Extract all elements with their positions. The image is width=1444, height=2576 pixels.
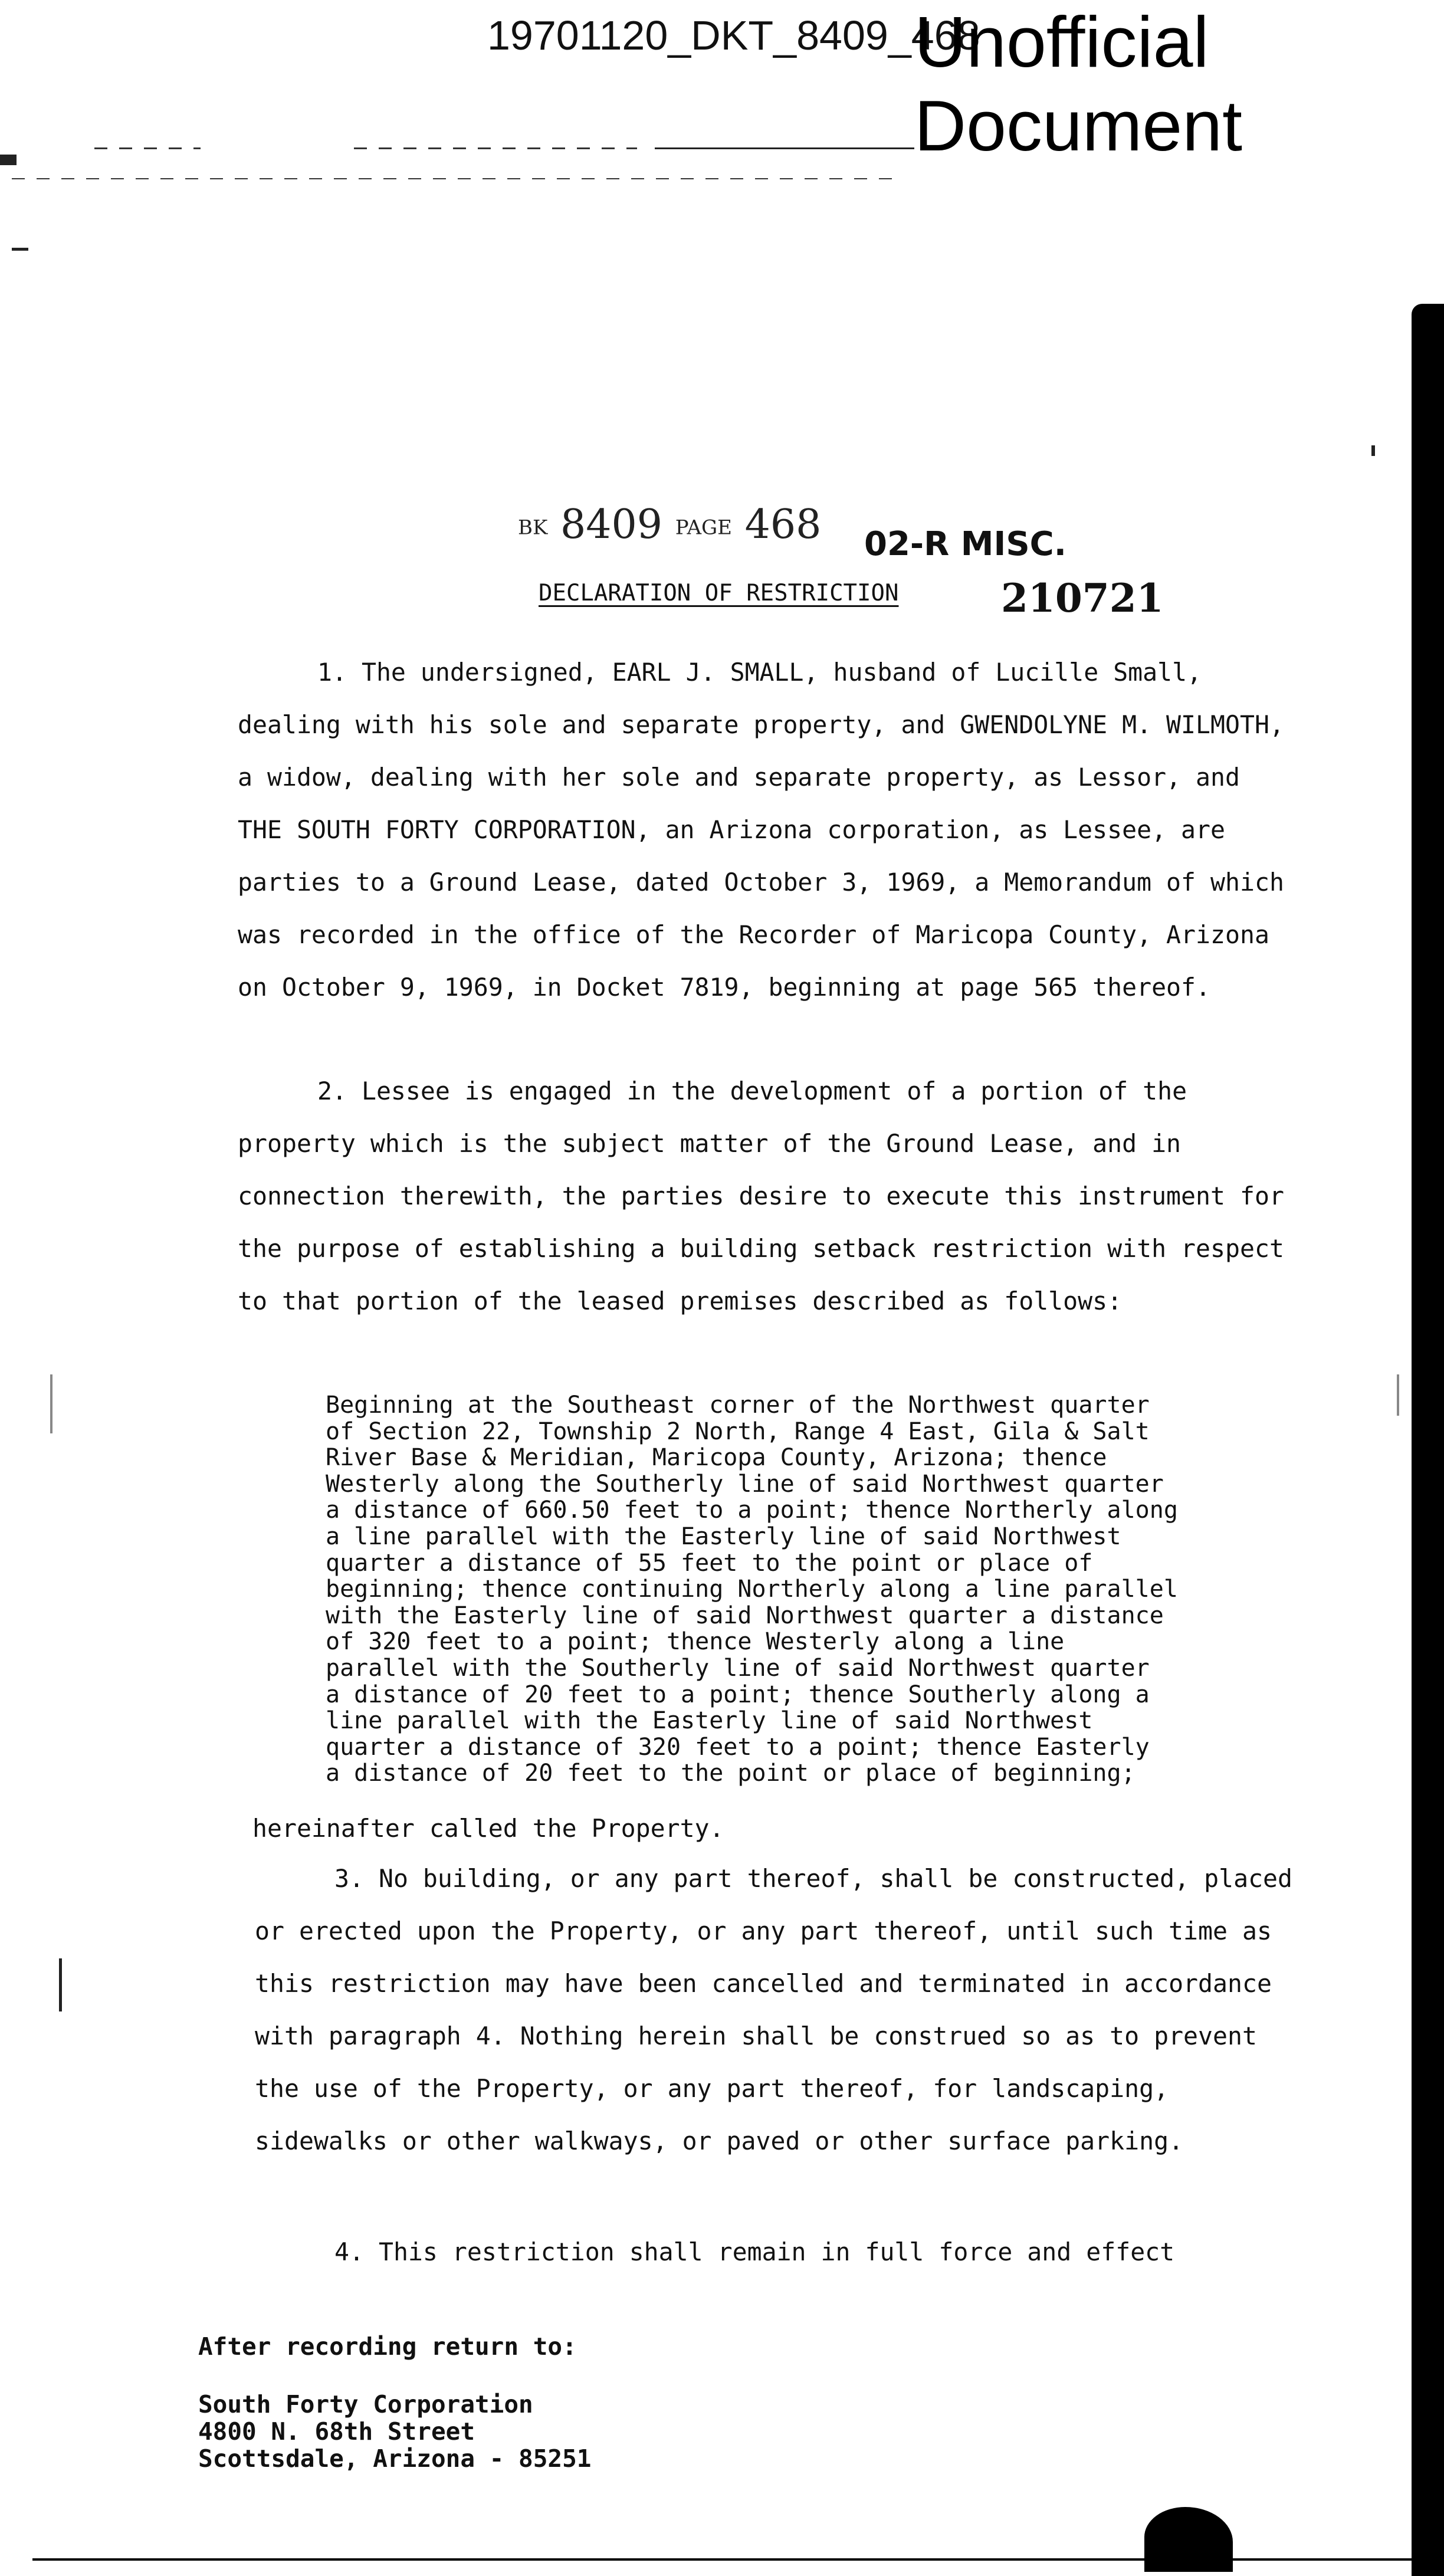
misc-recording-stamp: 02-R MISC. [864, 525, 1067, 563]
paragraph-2: 2. Lessee is engaged in the development of a portion of the property which is the subject matter of the Ground Lease, and in connection therewith, the parties desire to execute this instrument for the purpose of establishing a building setback restriction with respect to that portion of the leased premises described as follows: [238, 1077, 1284, 1315]
page-number: 468 [744, 501, 822, 548]
book-page-stamp [518, 501, 821, 548]
scan-mark [50, 1374, 52, 1433]
return-address-block [198, 2333, 591, 2472]
page-edge-shadow [1412, 304, 1444, 2576]
scan-dash-row [94, 147, 201, 149]
book-number: 8409 [560, 501, 663, 548]
record-number-stamp: 210721 [1001, 575, 1164, 621]
return-label: After recording return to: [198, 2332, 577, 2361]
hereinafter-line: hereinafter called the Property. [252, 1814, 724, 1843]
scan-mark [59, 1958, 62, 2011]
watermark-line-2: Document [914, 86, 1243, 166]
paragraph-4: 4. This restriction shall remain in full force and effect [334, 2237, 1175, 2266]
book-label: BK [518, 516, 548, 540]
document-id-stamp: 19701120_DKT_8409_468 [487, 12, 980, 58]
scan-mark [0, 155, 17, 165]
scan-dash-row [354, 147, 637, 149]
unofficial-document-watermark [914, 0, 1242, 168]
stamp-underline [655, 147, 914, 149]
watermark-line-1: Unofficial [914, 2, 1209, 82]
scan-dash-row [12, 178, 897, 179]
paragraph-1: 1. The undersigned, EARL J. SMALL, husband of Lucille Small, dealing with his sole and separate property, and GWENDOLYNE M. WILMOTH, a widow, dealing with her sole and separate property, as Lessor, and THE SOUTH FORTY CORPORATION, an Arizona corporation, as Lessee, are parties to a Ground Lease, dated October 3, 1969, a Memorandum of which was recorded in the office of the Recorder of Maricopa County, Arizona on October 9, 1969, in Docket 7819, beginning at page 565 thereof. [238, 658, 1284, 1002]
scan-mark [1397, 1374, 1399, 1416]
scan-mark [1371, 445, 1375, 456]
document-title: DECLARATION OF RESTRICTION [539, 580, 899, 606]
return-city: Scottsdale, Arizona - 85251 [198, 2444, 592, 2473]
scan-blot [1144, 2507, 1233, 2572]
legal-description: Beginning at the Southeast corner of the Northwest quarter of Section 22, Township 2 North, Range 4 East, Gila & Salt River Base & Meridian, Maricopa County, Arizona; thence Westerly along the Southerly line of said Northwest quarter a distance of 660.50 feet to a point; thence Northerly along a line parallel with the Easterly line of said Northwest quarter a distance of 55 feet to the point or place of beginning; thence continuing Northerly along a line parallel with the Easterly line of said Northwest quarter a distance of 320 feet to a point; thence Westerly along a line parallel with the Southerly line of said Northwest quarter a distance of 20 feet to a point; thence Southerly along a line parallel with the Easterly line of said Northwest quarter a distance of 320 feet to a point; thence Easterly a distance of 20 feet to the point or place of beginning; [326, 1392, 1178, 1787]
paragraph-3: 3. No building, or any part thereof, shall be constructed, placed or erected upon the Property, or any part thereof, until such time as this restriction may have been cancelled and terminated in accordance with paragraph 4. Nothing herein shall be construed so as to prevent the use of the Property, or any part thereof, for landscaping, sidewalks or other walkways, or paved or other surface parking. [255, 1864, 1293, 2155]
scan-mark [12, 248, 28, 251]
return-street: 4800 N. 68th Street [198, 2417, 475, 2446]
return-company: South Forty Corporation [198, 2390, 533, 2419]
page-label: PAGE [675, 516, 732, 540]
